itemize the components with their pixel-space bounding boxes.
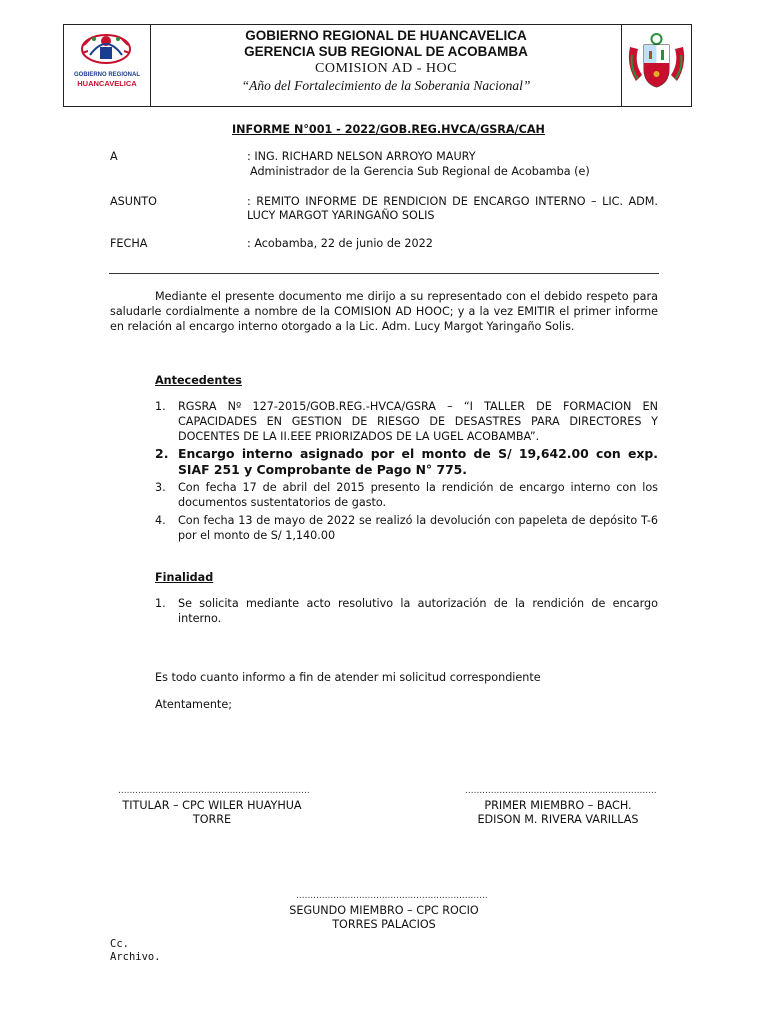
regional-government-logo <box>64 25 151 106</box>
to-value: : ING. RICHARD NELSON ARROYO MAURY <box>247 150 476 163</box>
separator-line <box>109 273 659 274</box>
header-government: GOBIERNO REGIONAL DE HUANCAVELICA <box>245 28 527 43</box>
intro-paragraph: Mediante el presente documento me dirijo a su representado con el debido respeto para saludarle cordialmente a nombre de la COMISION AD HOOC; y a la vez EMITIR el primer informe en relación al encargo interno otorgado a la Lic. Adm. Lucy Margot Yaringaño Solis. <box>110 290 658 333</box>
signature-line-center: ................................................................... <box>296 891 488 901</box>
closing-sentence: Es todo cuanto informo a fin de atender mi solicitud correspondiente <box>155 671 541 684</box>
finalidad-number: 1. <box>155 597 166 610</box>
signatory-right-name: PRIMER MIEMBRO – BACH. <box>484 799 632 812</box>
signatory-left-name-cont: TORRE <box>192 813 232 826</box>
antecedentes-heading: Antecedentes <box>155 374 242 387</box>
antecedente-number: 1. <box>155 400 166 413</box>
antecedente-item: Encargo interno asignado por el monto de S/ 19,642.00 con exp. SIAF 251 y Comprobante de Pago N° 775. <box>178 446 658 477</box>
subject-value: : REMITO INFORME DE RENDICION DE ENCARGO INTERNO – LIC. ADM. <box>247 195 658 208</box>
signatory-center-name-cont: TORRES PALACIOS <box>332 918 436 931</box>
subject-value-cont: LUCY MARGOT YARINGAÑO SOLIS <box>247 209 435 222</box>
antecedente-item: RGSRA Nº 127-2015/GOB.REG.-HVCA/GSRA – “I TALLER DE FORMACION EN CAPACIDADES EN GESTION DE RIESGO DE DESASTRES PARA DIRECTORES Y DOCENTES DE LA II.EEE PRIORIZADOS DE LA UGEL ACOBAMBA”. <box>178 400 658 443</box>
antecedente-item: Con fecha 17 de abril del 2015 presento la rendición de encargo interno con los documentos sustentatorios de gasto. <box>178 481 658 509</box>
date-value: : Acobamba, 22 de junio de 2022 <box>247 237 433 250</box>
subject-label: ASUNTO <box>110 195 157 208</box>
logo-caption: GOBIERNO REGIONAL <box>73 72 140 78</box>
to-label: A <box>110 150 118 163</box>
finalidad-heading: Finalidad <box>155 571 214 584</box>
document-header <box>63 24 692 107</box>
header-titles <box>150 25 622 106</box>
signatory-right-name-cont: EDISON M. RIVERA VARILLAS <box>477 813 639 826</box>
header-year-motto: “Año del Fortalecimiento de la Soberania Nacional” <box>241 78 531 93</box>
archive-label: Archivo. <box>110 951 161 963</box>
logo-caption-region: HUANCAVELICA <box>77 79 137 88</box>
antecedente-number: 3. <box>155 481 166 494</box>
header-gerencia: GERENCIA SUB REGIONAL DE ACOBAMBA <box>244 44 528 59</box>
copy-label: Cc. <box>110 938 129 950</box>
national-coat-of-arms <box>621 25 691 106</box>
antecedente-number: 2. <box>155 446 169 461</box>
to-position: Administrador de la Gerencia Sub Regional de Acobamba (e) <box>250 165 590 178</box>
regards: Atentamente; <box>155 698 232 711</box>
signatory-left-name: TITULAR – CPC WILER HUAYHUA <box>122 799 302 812</box>
antecedente-item: Con fecha 13 de mayo de 2022 se realizó la devolución con papeleta de depósito T-6 por el monto de S/ 1,140.00 <box>178 514 658 542</box>
date-label: FECHA <box>110 237 148 250</box>
signature-line-right: ................................................................... <box>465 786 657 796</box>
huancavelica-logo-icon <box>64 25 150 106</box>
header-commission: COMISION AD - HOC <box>315 61 457 76</box>
signatory-center-name: SEGUNDO MIEMBRO – CPC ROCIO <box>289 904 479 917</box>
peru-shield-icon <box>622 25 691 106</box>
report-title: INFORME N°001 - 2022/GOB.REG.HVCA/GSRA/CAH <box>232 123 545 136</box>
finalidad-item: Se solicita mediante acto resolutivo la autorización de la rendición de encargo interno. <box>178 597 658 625</box>
signature-line-left: ................................................................... <box>118 786 310 796</box>
antecedente-number: 4. <box>155 514 166 527</box>
